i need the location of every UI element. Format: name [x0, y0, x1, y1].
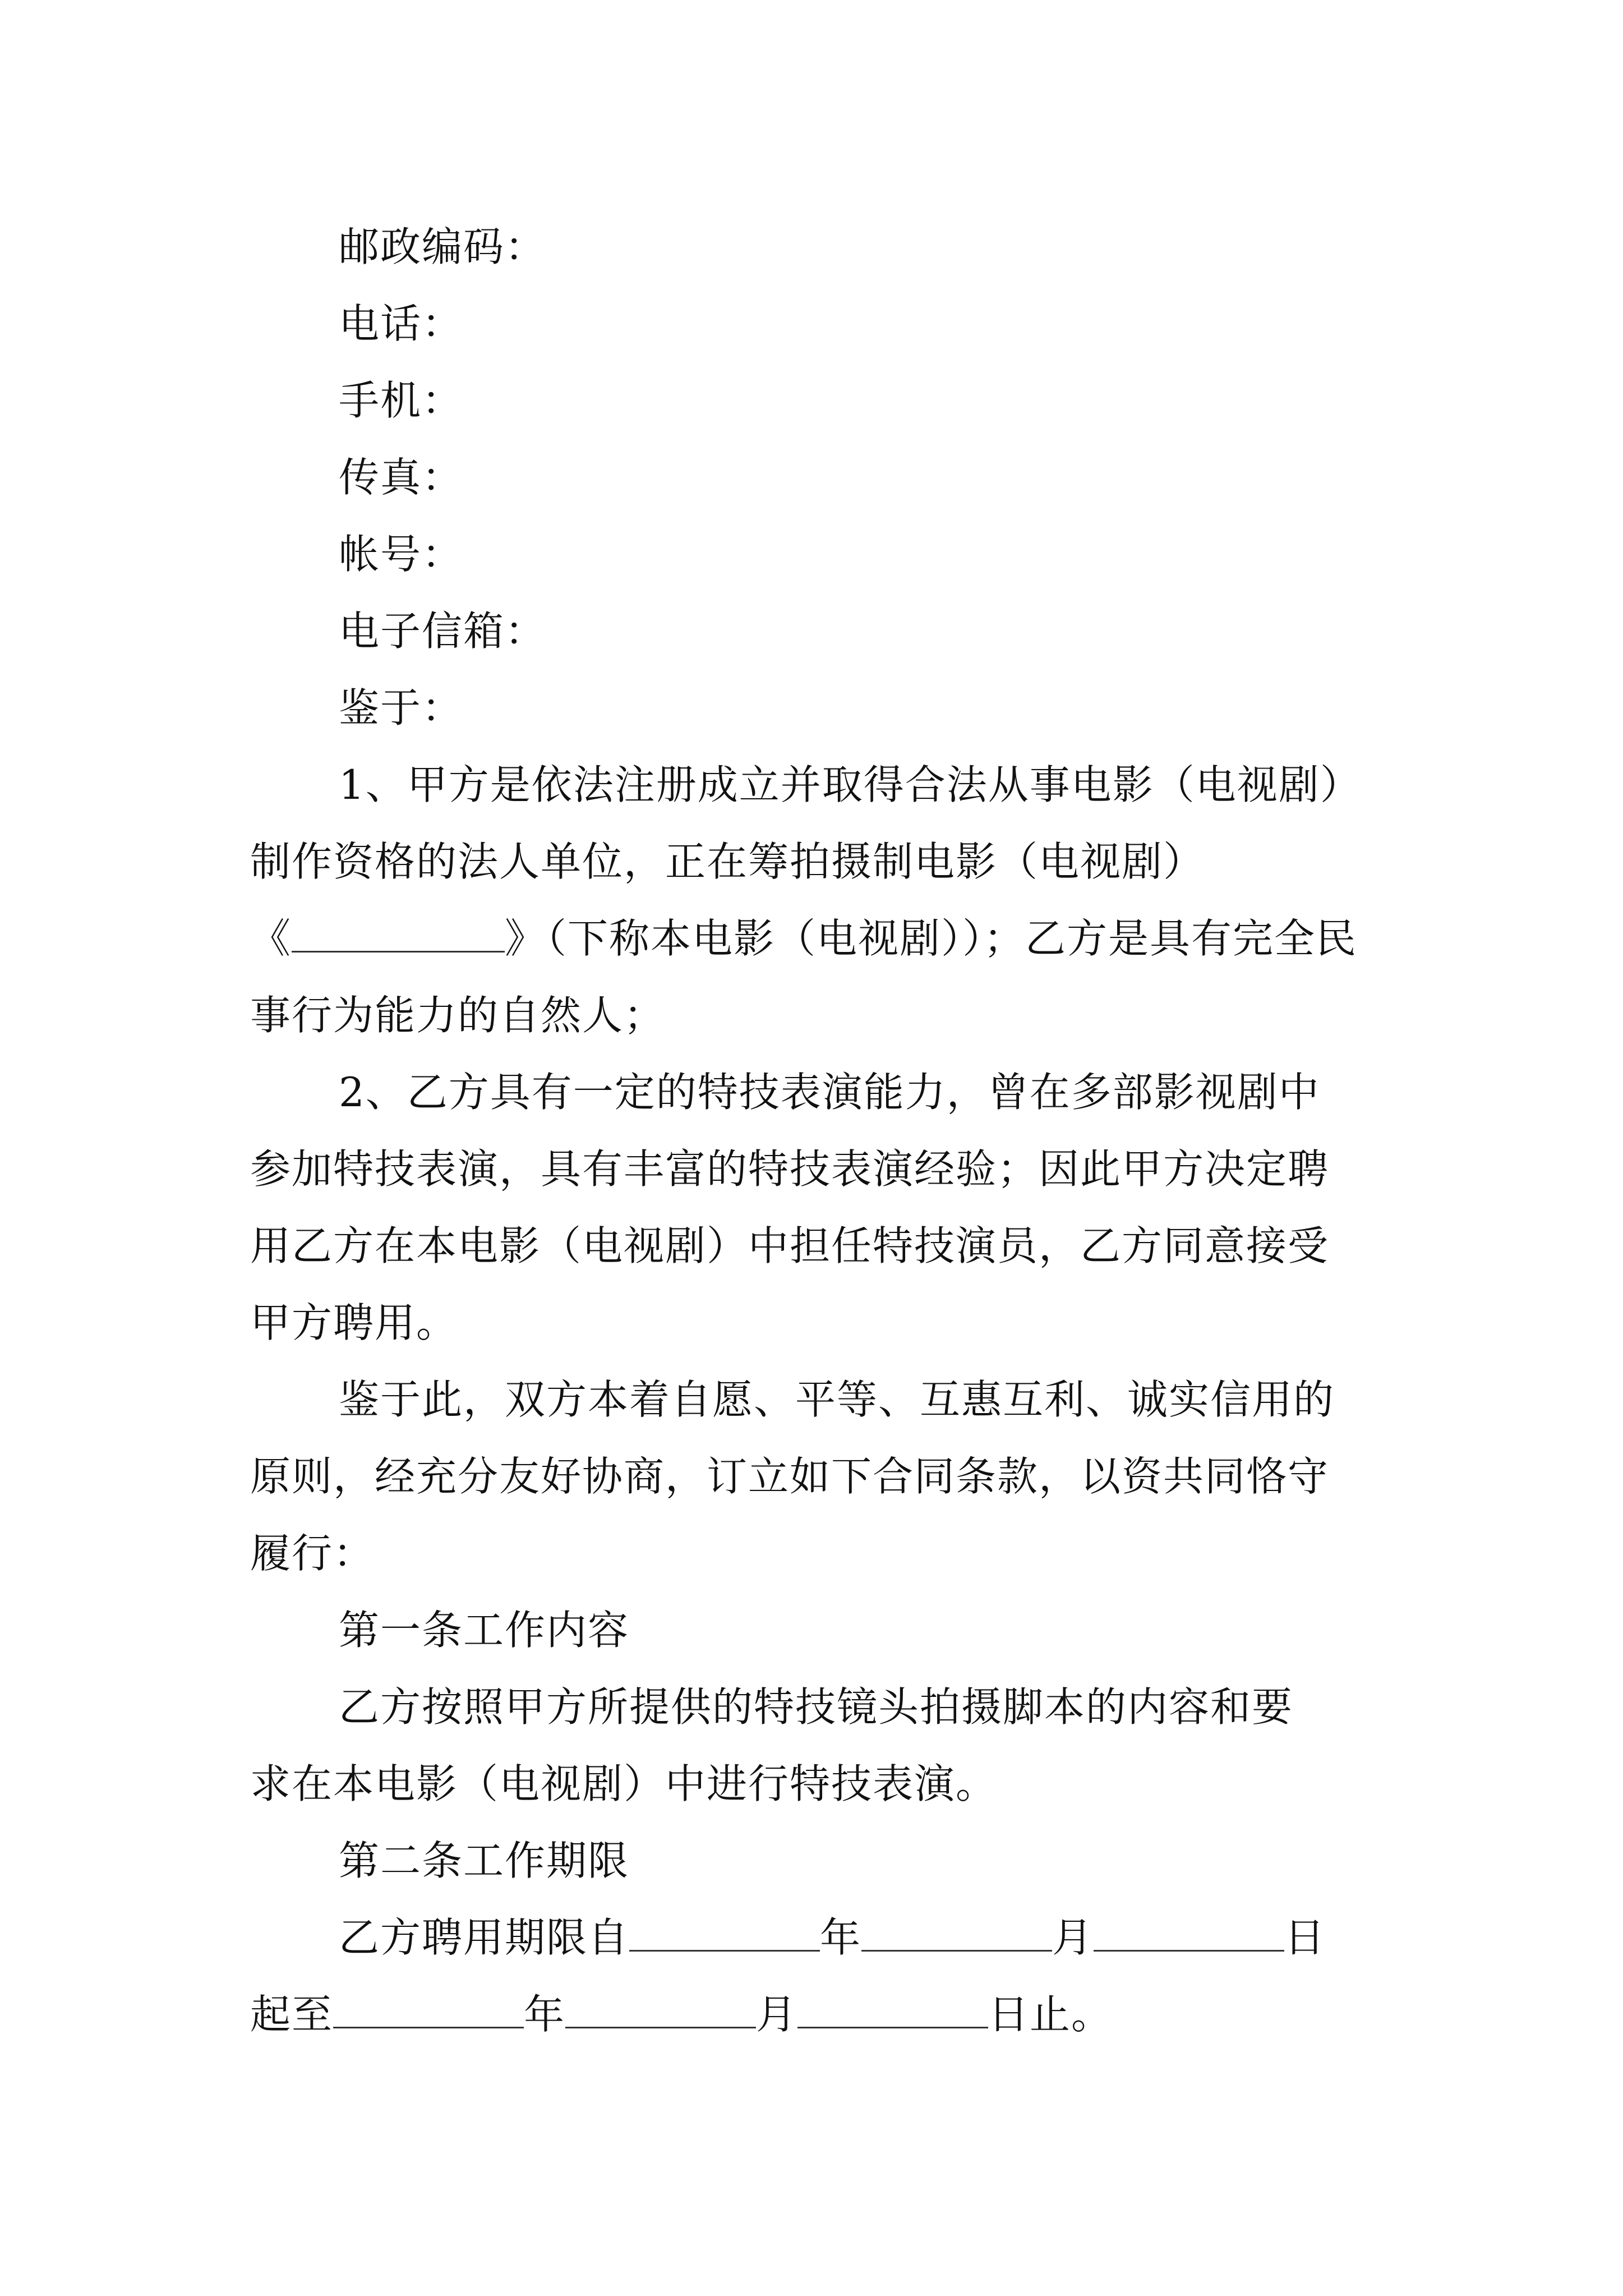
paragraph-line: 2、乙方具有一定的特技表演能力，曾在多部影视剧中 — [339, 1069, 1320, 1116]
paragraph-line: 制作资格的法人单位，正在筹拍摄制电影（电视剧） — [250, 838, 1205, 885]
start-year-blank — [629, 1913, 820, 1952]
start-month-blank — [861, 1913, 1052, 1952]
paragraph-line: 原则，经充分友好协商，订立如下合同条款，以资共同恪守 — [250, 1453, 1330, 1500]
article-2-title: 第二条工作期限 — [339, 1837, 630, 1884]
fax-line: 传真： — [339, 454, 464, 501]
day-end-label: 日止。 — [988, 1991, 1113, 2038]
paragraph-line: 事行为能力的自然人； — [250, 992, 666, 1039]
whereas-heading: 鉴于： — [339, 684, 464, 731]
whereas-paragraph-2 — [250, 1054, 1373, 1361]
paragraph-line: 乙方按照甲方所提供的特技镜头拍摄脚本的内容和要 — [339, 1683, 1294, 1731]
end-year-blank — [333, 1990, 524, 2028]
title-open-bracket: 《 — [250, 915, 292, 962]
article-2-body — [250, 1899, 1373, 2053]
month-label: 月 — [756, 1991, 798, 2038]
paragraph-line: 求在本电影（电视剧）中进行特技表演。 — [250, 1760, 998, 1807]
paragraph-text: 》（下称本电影（电视剧））；乙方是具有完全民 — [505, 915, 1358, 962]
account-line: 帐号： — [339, 531, 464, 578]
paragraph-line — [250, 900, 1373, 977]
paragraph-line: 参加特技表演，具有丰富的特技表演经验；因此甲方决定聘 — [250, 1145, 1330, 1193]
whereas-paragraph-1 — [250, 747, 1373, 1054]
term-start-line — [250, 1899, 1373, 1976]
paragraph-line: 甲方聘用。 — [250, 1299, 458, 1346]
whereas-paragraph-3 — [250, 1361, 1373, 1592]
email-line: 电子信箱： — [339, 608, 547, 655]
term-start-label: 乙方聘用期限自 — [339, 1914, 630, 1961]
paragraph-line: 用乙方在本电影（电视剧）中担任特技演员，乙方同意接受 — [250, 1222, 1330, 1269]
mobile-line: 手机： — [339, 377, 464, 424]
term-end-line — [250, 1976, 1373, 2053]
paragraph-line: 履行： — [250, 1530, 375, 1577]
day-label: 日 — [1284, 1914, 1326, 1961]
article-1-title: 第一条工作内容 — [339, 1607, 630, 1654]
year-label: 年 — [820, 1914, 862, 1961]
article-1-body — [250, 1669, 1373, 1823]
paragraph-line: 1、甲方是依法注册成立并取得合法从事电影（电视剧） — [339, 761, 1362, 808]
end-day-blank — [797, 1990, 988, 2028]
postcode-line: 邮政编码： — [339, 223, 547, 270]
term-end-label: 起至 — [250, 1991, 334, 2038]
month-label: 月 — [1052, 1914, 1094, 1961]
phone-line: 电话： — [339, 300, 464, 347]
year-label: 年 — [524, 1991, 566, 2038]
end-month-blank — [565, 1990, 756, 2028]
film-title-blank — [292, 914, 505, 953]
start-day-blank — [1094, 1913, 1284, 1952]
paragraph-line: 鉴于此，双方本着自愿、平等、互惠互利、诚实信用的 — [339, 1376, 1335, 1423]
